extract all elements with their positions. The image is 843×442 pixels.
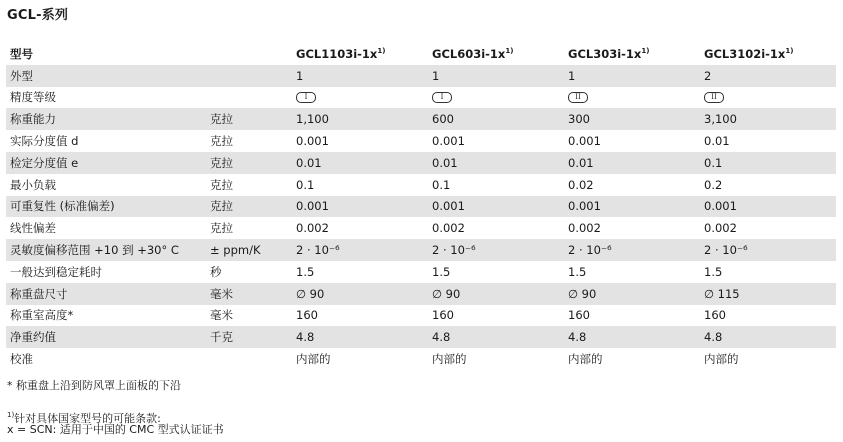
row-value: 内部的: [704, 352, 739, 367]
row-value: ∅ 115: [700, 283, 836, 305]
row-value: 160: [568, 308, 590, 323]
row-value: 0.002: [432, 221, 465, 236]
footnote-marker: 1): [377, 46, 386, 55]
row-value: 0.1: [296, 177, 315, 192]
row-value: 4.8: [292, 326, 428, 348]
row-value: 1: [292, 65, 428, 87]
model-name: GCL1103i-1x: [296, 46, 378, 61]
row-value: 0.002: [704, 221, 737, 236]
row-value: 内部的: [432, 352, 467, 367]
row-label: 可重复性 (标准偏差): [6, 196, 206, 218]
row-unit: 克拉: [206, 196, 292, 218]
row-unit: 克拉: [210, 134, 233, 149]
row-value: [428, 87, 564, 109]
model-name: GCL603i-1x: [432, 46, 506, 61]
model-header: [428, 43, 564, 65]
accuracy-class-badge: I: [432, 92, 452, 103]
row-value: 0.001: [700, 196, 836, 218]
row-unit: [206, 87, 292, 109]
row-value: [292, 87, 428, 109]
model-name: GCL303i-1x: [568, 46, 642, 61]
model-header: [700, 43, 836, 65]
row-value: 1,100: [292, 108, 428, 130]
row-value: [700, 87, 836, 109]
table-header-row: [6, 43, 836, 65]
accuracy-class-badge: II: [568, 92, 588, 103]
row-label: 线性偏差: [10, 221, 56, 236]
model-header: [292, 43, 428, 65]
row-value: 4.8: [428, 326, 564, 348]
row-value: 1: [564, 65, 700, 87]
row-unit: 克拉: [210, 221, 233, 236]
row-value: 160: [432, 308, 454, 323]
table-row: [6, 261, 836, 283]
row-label: 称重盘尺寸: [6, 283, 206, 305]
row-unit: ± ppm/K: [206, 239, 292, 261]
row-label: 检定分度值 e: [6, 152, 206, 174]
footnote-text-1: 针对具体国家型号的可能条款:: [14, 412, 161, 425]
row-value: 4.8: [700, 326, 836, 348]
spec-body: [6, 65, 836, 370]
row-unit: 千克: [206, 326, 292, 348]
accuracy-class-badge: I: [296, 92, 316, 103]
row-value: 160: [704, 308, 726, 323]
row-value: 0.001: [292, 196, 428, 218]
row-label: 净重约值: [6, 326, 206, 348]
row-value: 1.5: [432, 264, 451, 279]
row-unit: [206, 348, 292, 370]
row-label: 校准: [10, 352, 33, 367]
page-title: GCL-系列: [7, 8, 69, 23]
table-row: [6, 87, 836, 109]
header-label: 型号: [10, 46, 33, 61]
row-value: 2: [700, 65, 836, 87]
row-value: 0.001: [296, 134, 329, 149]
table-row: [6, 217, 836, 239]
table-row: [6, 348, 836, 370]
table-row: [6, 283, 836, 305]
header-unit-blank: [206, 43, 292, 65]
row-value: 0.01: [704, 134, 730, 149]
row-value: 1.5: [296, 264, 315, 279]
row-unit: 克拉: [206, 152, 292, 174]
row-value: 2 · 10⁻⁶: [700, 239, 836, 261]
footnote-mark: 1): [7, 411, 15, 419]
table-row: [6, 305, 836, 327]
row-value: 内部的: [568, 352, 603, 367]
row-label: 一般达到稳定耗时: [10, 264, 102, 279]
row-value: ∅ 90: [428, 283, 564, 305]
accuracy-class-badge: II: [704, 92, 724, 103]
row-value: 0.001: [428, 196, 564, 218]
row-label: 精度等级: [10, 90, 56, 105]
row-value: 1.5: [568, 264, 587, 279]
table-row: [6, 174, 836, 196]
table-row: [6, 239, 836, 261]
row-label: 称重室高度*: [10, 308, 74, 323]
row-value: 0.1: [700, 152, 836, 174]
model-name: GCL3102i-1x: [704, 46, 786, 61]
row-label: 实际分度值 d: [10, 134, 79, 149]
row-unit: 秒: [210, 264, 222, 279]
row-label: 称重能力: [6, 108, 206, 130]
row-unit: 毫米: [210, 308, 233, 323]
spec-table: [6, 43, 836, 370]
row-value: 0.01: [564, 152, 700, 174]
row-unit: 克拉: [206, 108, 292, 130]
row-value: 3,100: [700, 108, 836, 130]
footnote-marker: 1): [641, 46, 650, 55]
row-value: 0.001: [432, 134, 465, 149]
row-value: 0.001: [568, 134, 601, 149]
row-value: 1: [428, 65, 564, 87]
row-label: 外型: [6, 65, 206, 87]
row-value: 2 · 10⁻⁶: [428, 239, 564, 261]
table-row: [6, 108, 836, 130]
row-value: 4.8: [564, 326, 700, 348]
table-row: [6, 130, 836, 152]
row-value: ∅ 90: [292, 283, 428, 305]
row-value: 0.001: [564, 196, 700, 218]
asterisk-note: * 称重盘上沿到防风罩上面板的下沿: [7, 379, 181, 392]
row-value: 0.01: [292, 152, 428, 174]
row-value: ∅ 90: [564, 283, 700, 305]
row-unit: 毫米: [206, 283, 292, 305]
footnote-marker: 1): [505, 46, 514, 55]
model-header: [564, 43, 700, 65]
row-value: 0.1: [432, 177, 451, 192]
row-value: 内部的: [296, 352, 331, 367]
row-label: 灵敏度偏移范围 +10 到 +30° C: [6, 239, 206, 261]
row-value: 2 · 10⁻⁶: [292, 239, 428, 261]
row-label: 最小负载: [10, 177, 56, 192]
row-value: 600: [428, 108, 564, 130]
row-value: 0.01: [428, 152, 564, 174]
row-value: 0.2: [704, 177, 723, 192]
table-row: [6, 152, 836, 174]
row-value: 2 · 10⁻⁶: [564, 239, 700, 261]
row-value: 160: [296, 308, 318, 323]
footnote-line-2: x = SCN: 适用于中国的 CMC 型式认证证书: [7, 423, 224, 436]
row-unit: [206, 65, 292, 87]
row-value: 1.5: [704, 264, 723, 279]
row-unit: 克拉: [210, 177, 233, 192]
row-value: [564, 87, 700, 109]
footnote-marker: 1): [785, 46, 794, 55]
row-value: 0.02: [568, 177, 594, 192]
table-row: [6, 196, 836, 218]
row-value: 0.002: [568, 221, 601, 236]
row-value: 0.002: [296, 221, 329, 236]
table-row: [6, 326, 836, 348]
table-row: [6, 65, 836, 87]
row-value: 300: [564, 108, 700, 130]
